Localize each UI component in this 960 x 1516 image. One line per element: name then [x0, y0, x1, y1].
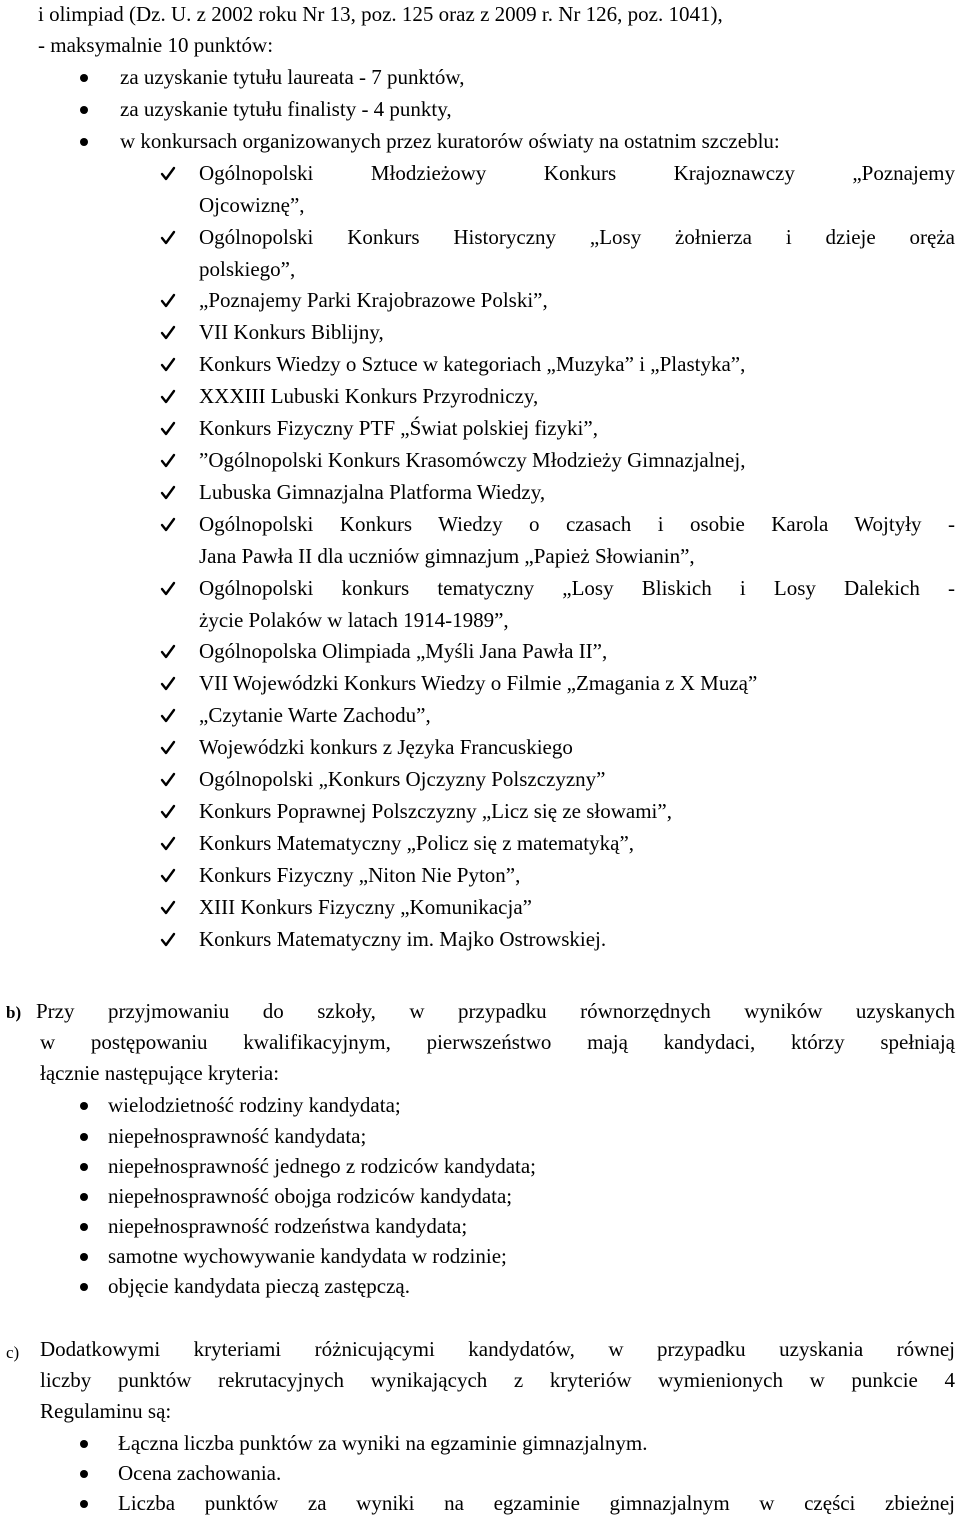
section-c-line-2: liczby punktów rekrutacyjnych wynikających z kryteriów wymienionych w punkcie 4	[40, 1368, 955, 1392]
competition-item: ”Ogólnopolski Konkurs Krasomówczy Młodzieży Gimnazjalnej,	[199, 448, 746, 472]
bullet-icon	[80, 74, 88, 82]
bullet-icon	[80, 1133, 88, 1141]
checkmark-icon	[160, 453, 176, 469]
section-c-line-3: Regulaminu są:	[40, 1399, 172, 1423]
checkmark-icon	[160, 836, 176, 852]
checkmark-icon	[160, 772, 176, 788]
checkmark-icon	[160, 517, 176, 533]
bullet-icon	[80, 138, 88, 146]
criterion-item: niepełnosprawność jednego z rodziców kandydata;	[108, 1154, 537, 1178]
criterion-item: niepełnosprawność rodzeństwa kandydata;	[108, 1214, 468, 1238]
criterion-item: niepełnosprawność obojga rodziców kandydata;	[108, 1184, 513, 1208]
checkmark-icon	[160, 708, 176, 724]
points-item: za uzyskanie tytułu laureata - 7 punktów,	[120, 65, 465, 89]
bullet-icon	[80, 1163, 88, 1171]
bullet-icon	[80, 1440, 88, 1448]
competition-item: XXXIII Lubuski Konkurs Przyrodniczy,	[199, 384, 539, 408]
competition-item: Konkurs Fizyczny „Niton Nie Pyton”,	[199, 863, 521, 887]
bullet-icon	[80, 106, 88, 114]
competition-item: VII Wojewódzki Konkurs Wiedzy o Filmie „Zmagania z X Muzą”	[199, 671, 758, 695]
competition-item: Konkurs Poprawnej Polszczyzny „Licz się ze słowami”,	[199, 799, 672, 823]
checkmark-icon	[160, 581, 176, 597]
points-item: za uzyskanie tytułu finalisty - 4 punkty,	[120, 97, 452, 121]
extra-criterion-item: Liczba punktów za wyniki na egzaminie gimnazjalnym w części zbieżnej	[118, 1491, 955, 1515]
bullet-icon	[80, 1102, 88, 1110]
competition-item: Ogólnopolski Młodzieżowy Konkurs Krajoznawczy „Poznajemy	[199, 161, 955, 185]
competition-item: „Czytanie Warte Zachodu”,	[199, 703, 431, 727]
competition-item: „Poznajemy Parki Krajobrazowe Polski”,	[199, 288, 548, 312]
checkmark-icon	[160, 740, 176, 756]
checkmark-icon	[160, 293, 176, 309]
section-c-marker: c)	[6, 1343, 20, 1362]
competition-item: Wojewódzki konkurs z Języka Francuskiego	[199, 735, 573, 759]
section-b-line-3: łącznie następujące kryteria:	[40, 1061, 280, 1085]
competition-item-continuation: Jana Pawła II dla uczniów gimnazjum „Papież Słowianin”,	[199, 544, 695, 568]
competition-item: Ogólnopolska Olimpiada „Myśli Jana Pawła II”,	[199, 639, 608, 663]
checkmark-icon	[160, 166, 176, 182]
criterion-item: objęcie kandydata pieczą zastępczą.	[108, 1274, 410, 1298]
checkmark-icon	[160, 357, 176, 373]
criterion-item: samotne wychowywanie kandydata w rodzinie;	[108, 1244, 507, 1268]
bullet-icon	[80, 1193, 88, 1201]
checkmark-icon	[160, 230, 176, 246]
section-c-line-1: Dodatkowymi kryteriami różnicującymi kandydatów, w przypadku uzyskania równej	[40, 1337, 955, 1361]
bullet-icon	[80, 1253, 88, 1261]
bullet-icon	[80, 1500, 88, 1508]
checkmark-icon	[160, 485, 176, 501]
checkmark-icon	[160, 389, 176, 405]
competition-item-continuation: życie Polaków w latach 1914-1989”,	[199, 608, 509, 632]
competition-item: Ogólnopolski Konkurs Historyczny „Losy żołnierza i dzieje oręża	[199, 225, 955, 249]
extra-criterion-item: Ocena zachowania.	[118, 1461, 282, 1485]
competition-item: Konkurs Wiedzy o Sztuce w kategoriach „Muzyka” i „Plastyka”,	[199, 352, 746, 376]
checkmark-icon	[160, 644, 176, 660]
checkmark-icon	[160, 868, 176, 884]
bullet-icon	[80, 1470, 88, 1478]
extra-criterion-item: Łączna liczba punktów za wyniki na egzaminie gimnazjalnym.	[118, 1431, 648, 1455]
competition-item: Ogólnopolski „Konkurs Ojczyzny Polszczyzny”	[199, 767, 606, 791]
competition-item: Ogólnopolski konkurs tematyczny „Losy Bliskich i Losy Dalekich -	[199, 576, 955, 600]
intro-line-2: - maksymalnie 10 punktów:	[38, 33, 274, 57]
checkmark-icon	[160, 421, 176, 437]
criterion-item: wielodzietność rodziny kandydata;	[108, 1093, 401, 1117]
competition-item: Konkurs Matematyczny im. Majko Ostrowskiej.	[199, 927, 607, 951]
checkmark-icon	[160, 325, 176, 341]
competition-item-continuation: Ojcowiznę”,	[199, 193, 305, 217]
competition-item: Konkurs Fizyczny PTF „Świat polskiej fizyki”,	[199, 416, 598, 440]
section-b-marker: b)	[6, 1003, 22, 1022]
competition-item: Ogólnopolski Konkurs Wiedzy o czasach i osobie Karola Wojtyły -	[199, 512, 955, 536]
intro-line-1: i olimpiad (Dz. U. z 2002 roku Nr 13, poz. 125 oraz z 2009 r. Nr 126, poz. 1041),	[38, 2, 723, 26]
competition-item: VII Konkurs Biblijny,	[199, 320, 384, 344]
checkmark-icon	[160, 804, 176, 820]
competition-item: Lubuska Gimnazjalna Platforma Wiedzy,	[199, 480, 546, 504]
section-b-line-2: w postępowaniu kwalifikacyjnym, pierwszeństwo mają kandydaci, którzy spełniają	[40, 1030, 955, 1054]
competition-item: Konkurs Matematyczny „Policz się z matematyką”,	[199, 831, 635, 855]
checkmark-icon	[160, 676, 176, 692]
bullet-icon	[80, 1283, 88, 1291]
checkmark-icon	[160, 900, 176, 916]
criterion-item: niepełnosprawność kandydata;	[108, 1124, 367, 1148]
bullet-icon	[80, 1223, 88, 1231]
competition-item-continuation: polskiego”,	[199, 257, 296, 281]
points-item: w konkursach organizowanych przez kuratorów oświaty na ostatnim szczeblu:	[120, 129, 780, 153]
checkmark-icon	[160, 932, 176, 948]
section-b-line-1: Przy przyjmowaniu do szkoły, w przypadku równorzędnych wyników uzyskanych	[36, 999, 955, 1023]
competition-item: XIII Konkurs Fizyczny „Komunikacja”	[199, 895, 532, 919]
